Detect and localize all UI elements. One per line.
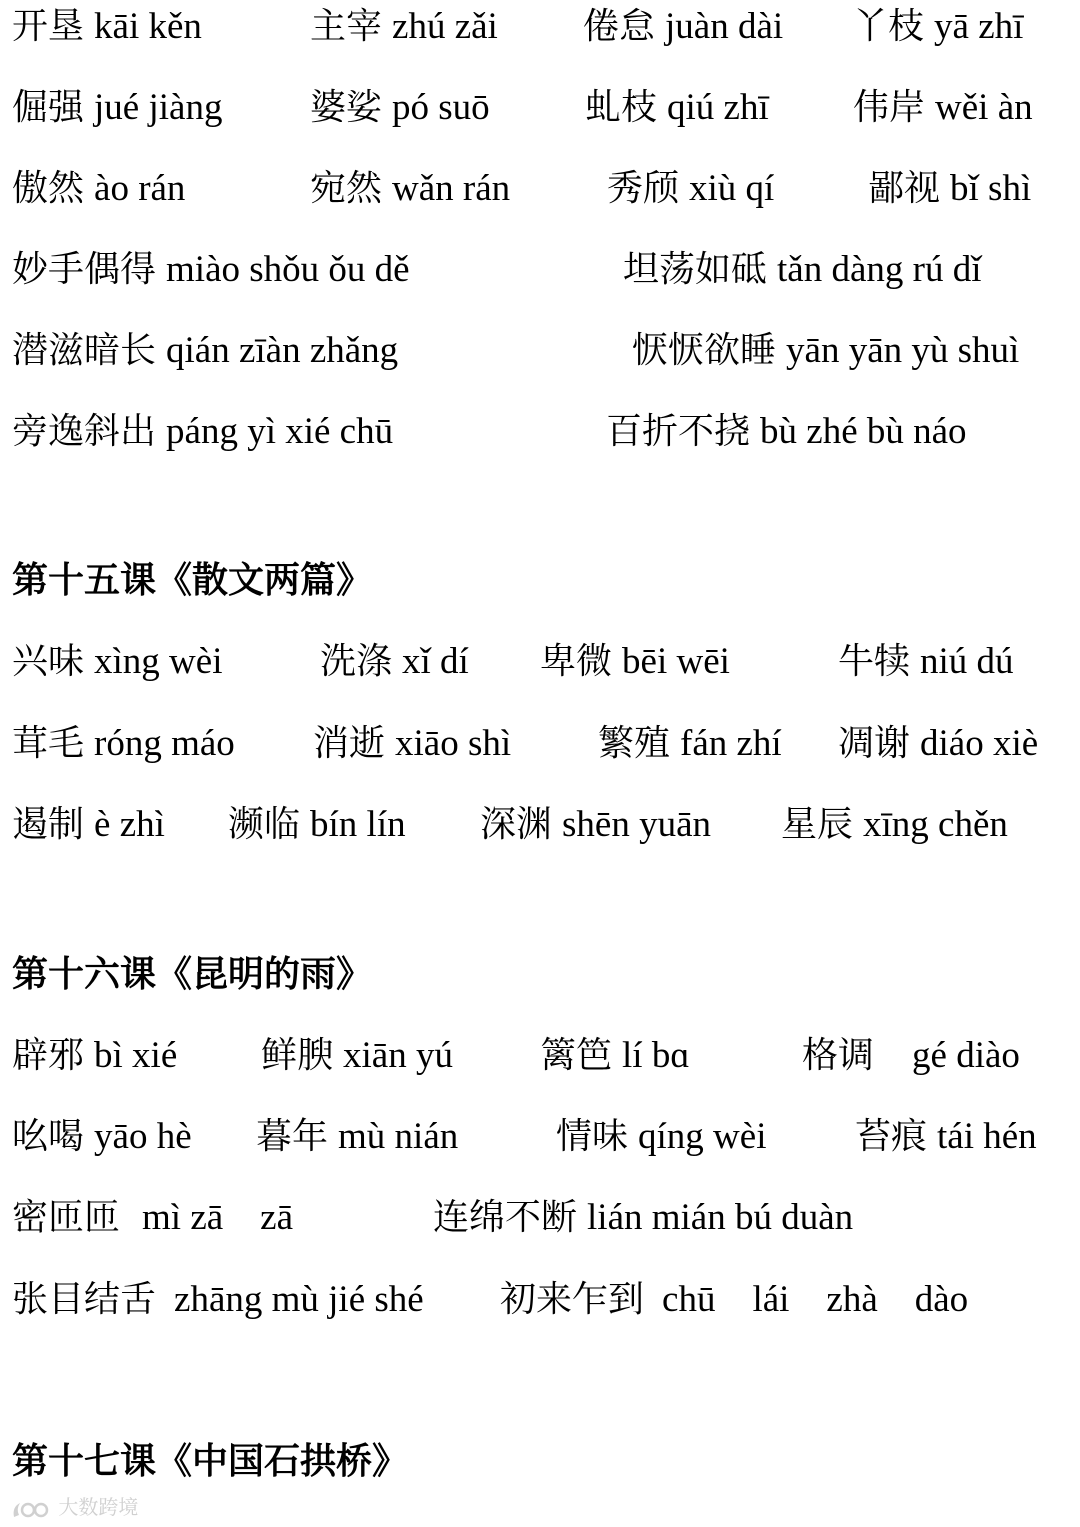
vocab-entry — [632, 326, 1019, 376]
vocab-pinyin: gé diào — [912, 1035, 1020, 1076]
vocab-entry — [852, 2, 1023, 52]
vocab-pinyin: mì zā zā — [142, 1197, 294, 1238]
vocab-hanzi: 旁逸斜出 — [12, 411, 157, 452]
vocab-entry — [12, 800, 165, 850]
vocab-pinyin: juàn dài — [665, 6, 784, 47]
vocab-hanzi: 开垦 — [12, 6, 85, 47]
vocab-entry — [12, 719, 235, 769]
vocab-entry — [540, 1031, 690, 1081]
vocab-pinyin: wǎn rán — [392, 168, 511, 209]
vocab-entry — [781, 800, 1008, 850]
vocab-hanzi: 百折不挠 — [606, 411, 751, 452]
vocab-hanzi: 恹恹欲睡 — [632, 330, 777, 371]
vocab-pinyin: mù nián — [338, 1116, 459, 1157]
vocab-hanzi: 主宰 — [310, 6, 383, 47]
vocab-pinyin: yān yān yù shuì — [786, 330, 1020, 371]
vocab-entry — [606, 407, 967, 457]
vocab-entry — [310, 83, 490, 133]
vocab-row — [0, 164, 1080, 214]
vocab-hanzi: 秀颀 — [607, 168, 680, 209]
vocab-hanzi: 繁殖 — [598, 723, 671, 764]
vocab-hanzi: 暮年 — [256, 1116, 329, 1157]
vocab-entry — [12, 2, 202, 52]
vocab-pinyin: shēn yuān — [562, 804, 712, 845]
vocab-entry — [838, 637, 1014, 687]
vocab-hanzi: 辟邪 — [12, 1035, 85, 1076]
vocab-entry — [598, 719, 782, 769]
vocab-pinyin: tǎn dàng rú dǐ — [777, 249, 982, 290]
vocab-hanzi: 茸毛 — [12, 723, 85, 764]
watermark — [10, 1492, 138, 1522]
vocab-hanzi: 凋谢 — [838, 723, 911, 764]
vocab-hanzi: 情味 — [556, 1116, 629, 1157]
vocab-hanzi: 傲然 — [12, 168, 85, 209]
vocab-pinyin: bù zhé bù náo — [760, 411, 967, 452]
watermark-text: 大数跨境 — [58, 1495, 139, 1519]
vocab-entry — [320, 637, 469, 687]
vocab-pinyin: xiāo shì — [395, 723, 512, 764]
vocab-pinyin: kāi kěn — [94, 6, 202, 47]
vocab-hanzi: 濒临 — [228, 804, 301, 845]
vocab-pinyin: xiān yú — [343, 1035, 453, 1076]
vocab-entry — [480, 800, 711, 850]
lesson-heading: 第十五课《散文两篇》 — [12, 560, 373, 601]
vocab-row — [0, 1193, 1080, 1243]
vocab-pinyin: bǐ shì — [950, 168, 1032, 209]
vocab-row — [0, 83, 1080, 133]
vocab-entry — [433, 1193, 853, 1243]
vocab-pinyin: qiú zhī — [667, 87, 769, 128]
vocab-hanzi: 张目结舌 — [12, 1279, 157, 1320]
vocab-pinyin: è zhì — [94, 804, 165, 845]
vocab-pinyin: lí bɑ — [622, 1035, 690, 1076]
vocab-pinyin: wěi àn — [935, 87, 1033, 128]
vocab-pinyin: lián mián bú duàn — [587, 1197, 854, 1238]
vocab-entry — [802, 1031, 1020, 1081]
vocab-entry — [585, 83, 769, 133]
vocab-entry — [855, 1112, 1037, 1162]
vocab-pinyin: xiù qí — [689, 168, 775, 209]
vocab-pinyin: yāo hè — [94, 1116, 192, 1157]
vocab-hanzi: 兴味 — [12, 641, 85, 682]
vocab-row — [0, 407, 1080, 457]
vocab-hanzi: 卑微 — [540, 641, 613, 682]
vocab-entry — [583, 2, 783, 52]
vocab-pinyin: bēi wēi — [622, 641, 730, 682]
vocab-entry — [313, 719, 511, 769]
vocab-row — [0, 245, 1080, 295]
vocab-entry — [868, 164, 1031, 214]
vocab-pinyin: niú dú — [920, 641, 1014, 682]
vocab-pinyin: diáo xiè — [920, 723, 1039, 764]
vocab-hanzi: 洗涤 — [320, 641, 393, 682]
vocab-pinyin: xīng chěn — [863, 804, 1008, 845]
vocab-entry — [261, 1031, 453, 1081]
watermark-logo-icon — [10, 1497, 52, 1521]
vocab-hanzi: 苔痕 — [855, 1116, 928, 1157]
vocab-hanzi: 初来乍到 — [500, 1279, 645, 1320]
vocab-pinyin: fán zhí — [680, 723, 782, 764]
vocab-hanzi: 宛然 — [310, 168, 383, 209]
vocab-row — [0, 800, 1080, 850]
lesson-heading: 第十六课《昆明的雨》 — [12, 954, 373, 995]
vocab-entry — [500, 1275, 968, 1325]
vocab-entry — [310, 164, 510, 214]
vocab-pinyin: yā zhī — [934, 6, 1024, 47]
vocab-hanzi: 婆娑 — [310, 87, 383, 128]
vocab-pinyin: zhú zǎi — [392, 6, 498, 47]
vocab-entry — [623, 245, 982, 295]
vocab-entry — [12, 1031, 177, 1081]
vocab-pinyin: bì xié — [94, 1035, 178, 1076]
vocab-pinyin: xǐ dí — [402, 641, 469, 682]
vocab-hanzi: 牛犊 — [838, 641, 911, 682]
vocab-hanzi: 消逝 — [313, 723, 386, 764]
vocab-pinyin: ào rán — [94, 168, 186, 209]
vocab-entry — [12, 326, 398, 376]
vocab-hanzi: 丫枝 — [852, 6, 925, 47]
vocab-pinyin: qián zīàn zhǎng — [166, 330, 399, 371]
vocab-pinyin: zhāng mù jié shé — [174, 1279, 424, 1320]
vocab-row — [0, 326, 1080, 376]
vocab-entry — [853, 83, 1033, 133]
vocab-hanzi: 篱笆 — [540, 1035, 613, 1076]
vocab-entry — [556, 1112, 766, 1162]
vocab-pinyin: tái hén — [937, 1116, 1037, 1157]
vocab-entry — [12, 245, 410, 295]
vocab-pinyin: miào shǒu ǒu dě — [166, 249, 410, 290]
vocab-hanzi: 遏制 — [12, 804, 85, 845]
vocab-pinyin: jué jiàng — [94, 87, 223, 128]
vocab-entry — [12, 164, 185, 214]
vocab-entry — [310, 2, 498, 52]
vocab-entry — [12, 1275, 424, 1325]
vocab-row — [0, 1031, 1080, 1081]
vocab-hanzi: 坦荡如砥 — [623, 249, 768, 290]
vocab-hanzi: 伟岸 — [853, 87, 926, 128]
vocab-pinyin: pó suō — [392, 87, 490, 128]
vocab-hanzi: 格调 — [802, 1035, 875, 1076]
vocab-row — [0, 719, 1080, 769]
vocab-row — [0, 637, 1080, 687]
vocab-row — [0, 2, 1080, 52]
vocab-entry — [228, 800, 406, 850]
vocab-hanzi: 深渊 — [480, 804, 553, 845]
vocab-entry — [12, 1112, 192, 1162]
vocab-hanzi: 妙手偶得 — [12, 249, 157, 290]
lesson-heading: 第十七课《中国石拱桥》 — [12, 1441, 409, 1482]
vocab-entry — [540, 637, 730, 687]
vocab-hanzi: 连绵不断 — [433, 1197, 578, 1238]
vocab-row — [0, 1112, 1080, 1162]
vocab-pinyin: xìng wèi — [94, 641, 223, 682]
vocab-pinyin: róng máo — [94, 723, 235, 764]
vocab-pinyin: bín lín — [310, 804, 406, 845]
vocab-row — [0, 1275, 1080, 1325]
vocab-hanzi: 潜滋暗长 — [12, 330, 157, 371]
vocab-pinyin: páng yì xié chū — [166, 411, 394, 452]
vocab-hanzi: 星辰 — [781, 804, 854, 845]
vocab-entry — [12, 83, 222, 133]
vocab-entry — [12, 1193, 293, 1243]
vocab-entry — [12, 637, 222, 687]
vocab-hanzi: 鲜腴 — [261, 1035, 334, 1076]
vocab-hanzi: 倦怠 — [583, 6, 656, 47]
vocab-entry — [838, 719, 1038, 769]
vocab-hanzi: 吆喝 — [12, 1116, 85, 1157]
vocab-hanzi: 密匝匝 — [12, 1197, 121, 1238]
vocab-pinyin: qíng wèi — [638, 1116, 767, 1157]
vocab-entry — [12, 407, 393, 457]
vocab-entry — [607, 164, 774, 214]
vocab-hanzi: 虬枝 — [585, 87, 658, 128]
vocab-pinyin: chū lái zhà dào — [662, 1279, 969, 1320]
vocab-hanzi: 倔强 — [12, 87, 85, 128]
vocab-entry — [256, 1112, 458, 1162]
vocab-hanzi: 鄙视 — [868, 168, 941, 209]
